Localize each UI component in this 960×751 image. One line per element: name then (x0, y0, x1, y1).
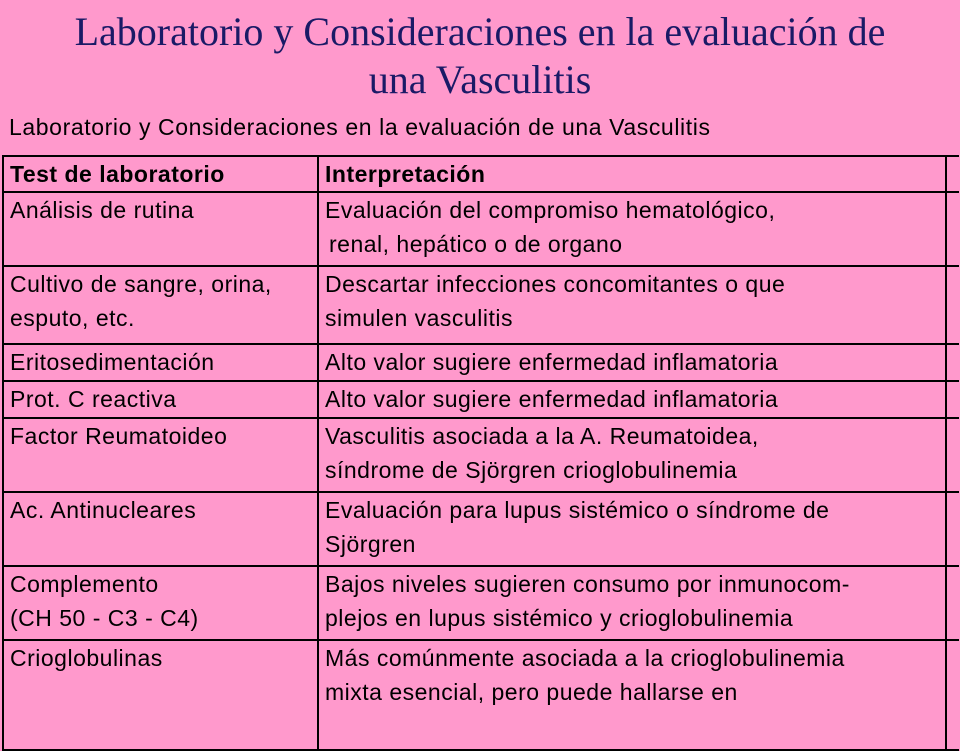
test-line: Análisis de rutina (10, 197, 195, 223)
test-line: Complemento (10, 571, 159, 597)
interpretation-line: simulen vasculitis (325, 305, 513, 331)
interpretation-line: mixta esencial, pero puede hallarse en (325, 679, 738, 705)
test-cell (3, 381, 318, 418)
interpretation-line: renal, hepático o de organo (329, 231, 623, 257)
table-edge (946, 381, 959, 418)
test-cell (3, 418, 318, 492)
interpretation-line: Descartar infecciones concomitantes o que (325, 271, 786, 297)
interpretation-cell (318, 266, 946, 344)
interpretation-line: Bajos niveles sugieren consumo por inmunocom- (325, 571, 850, 597)
header-test: Test de laboratorio (3, 156, 318, 192)
table-row (3, 418, 959, 492)
interpretation-cell (318, 492, 946, 566)
test-cell (3, 492, 318, 566)
interpretation-line: Evaluación para lupus sistémico o síndrome de (325, 497, 830, 523)
table-row (3, 192, 959, 266)
test-line: esputo, etc. (10, 305, 135, 331)
test-cell (3, 266, 318, 344)
interpretation-cell (318, 192, 946, 266)
table-edge (946, 640, 959, 750)
test-line: Ac. Antinucleares (10, 497, 197, 523)
table-edge (946, 156, 959, 192)
interpretation-line: Evaluación del compromiso hematológico, (325, 197, 776, 223)
test-line: Eritosedimentación (10, 349, 215, 375)
interpretation-line: plejos en lupus sistémico y crioglobulinemia (325, 605, 794, 631)
interpretation-line: síndrome de Sjörgren crioglobulinemia (325, 457, 738, 483)
interpretation-cell (318, 640, 946, 750)
table-edge (946, 566, 959, 640)
test-line: Factor Reumatoideo (10, 423, 228, 449)
interpretation-cell (318, 344, 946, 381)
table-caption: Laboratorio y Consideraciones en la evaluación de una Vasculitis (9, 114, 711, 140)
interpretation-cell (318, 566, 946, 640)
table-row (3, 640, 959, 750)
interpretation-line: Sjörgren (325, 531, 416, 557)
test-cell (3, 192, 318, 266)
table-edge (946, 192, 959, 266)
interpretation-cell (318, 418, 946, 492)
table-edge (946, 418, 959, 492)
test-cell (3, 566, 318, 640)
test-line: (CH 50 - C3 - C4) (10, 605, 199, 631)
slide-title-line-1: Laboratorio y Consideraciones en la evaluación de (74, 9, 886, 54)
table-header-row (3, 156, 959, 192)
test-cell (3, 640, 318, 750)
interpretation-line: Alto valor sugiere enfermedad inflamatoria (325, 349, 779, 375)
test-line: Cultivo de sangre, orina, (10, 271, 272, 297)
header-interpretation: Interpretación (318, 156, 946, 192)
table-edge (946, 266, 959, 344)
slide-title-line-2: una Vasculitis (368, 57, 592, 102)
table-edge (946, 492, 959, 566)
table-row (3, 492, 959, 566)
table-row (3, 266, 959, 344)
test-cell (3, 344, 318, 381)
interpretation-cell (318, 381, 946, 418)
table-row (3, 381, 959, 418)
table-row (3, 344, 959, 381)
interpretation-line: Alto valor sugiere enfermedad inflamatoria (325, 386, 779, 412)
test-line: Prot. C reactiva (10, 386, 177, 412)
interpretation-line: Más comúnmente asociada a la crioglobulinemia (325, 645, 845, 671)
interpretation-line: Vasculitis asociada a la A. Reumatoidea, (325, 423, 759, 449)
test-line: Crioglobulinas (10, 645, 163, 671)
lab-tests-table (2, 155, 959, 751)
table-row (3, 566, 959, 640)
table-edge (946, 344, 959, 381)
slide-title (0, 8, 960, 104)
